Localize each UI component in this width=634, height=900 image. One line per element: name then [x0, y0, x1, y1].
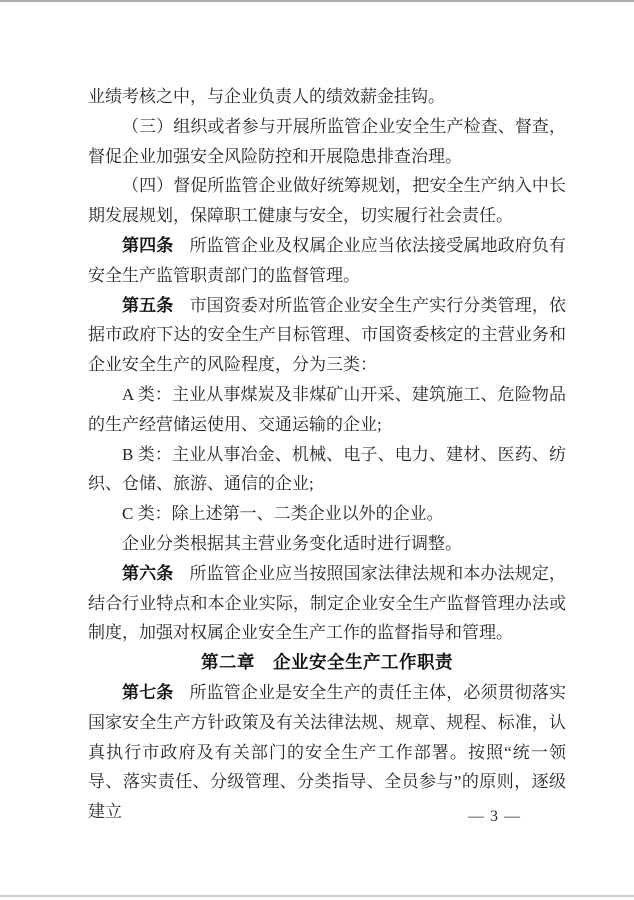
article-6-text: 所监管企业应当按照国家法律法规和本办法规定，结合行业特点和本企业实际，制定企业安全生产监督管理办法或制度，加强对权属企业安全生产工作的监督指导和管理。: [88, 563, 567, 643]
page-number: — 3 —: [468, 808, 521, 825]
scan-edge-bottom: [0, 895, 634, 897]
paragraph-article-7: [88, 678, 566, 827]
paragraph-class-adjust: 企业分类根据其主营业务变化适时进行调整。: [122, 533, 462, 553]
paragraph-item-3: （三）组织或者参与开展所监管企业安全生产检查、督查，督促企业加强安全风险防控和开展隐患排查治理。: [88, 116, 566, 166]
article-6-number: 第六条: [122, 563, 174, 583]
chapter-2-heading: 第二章 企业安全生产工作职责: [201, 652, 453, 673]
article-7-text: 所监管企业是安全生产的责任主体，必须贯彻落实国家安全生产方针政策及有关法律法规、规章、规程、标准，认真执行市政府及有关部门的安全生产工作部署。按照“统一领导、落实责任、分级管理、分类指导、全员参与”的原则，逐级建立: [88, 682, 567, 822]
article-5-text: 市国资委对所监管企业安全生产实行分类管理，依据市政府下达的安全生产目标管理、市国资委核定的主营业务和企业安全生产的风险程度，分为三类：: [88, 295, 567, 375]
paragraph-class-b: B 类：主业从事冶金、机械、电子、电力、建材、医药、纺织、仓储、旅游、通信的企业;: [88, 444, 566, 494]
article-7-number: 第七条: [122, 682, 174, 702]
paragraph-class-a: A 类：主业从事煤炭及非煤矿山开采、建筑施工、危险物品的生产经营储运使用、交通运输的企业;: [88, 384, 566, 434]
paragraph-continuation: 业绩考核之中，与企业负责人的绩效薪金挂钩。: [88, 87, 445, 106]
article-5-number: 第五条: [122, 295, 174, 315]
article-4-text: 所监管企业及权属企业应当依法接受属地政府负有安全生产监管职责部门的监督管理。: [88, 235, 567, 285]
scan-edge-top: [0, 0, 634, 2]
article-4-number: 第四条: [122, 235, 174, 255]
document-body: [88, 82, 566, 827]
paragraph-article-5: [88, 291, 566, 380]
paragraph-article-6: [88, 559, 566, 648]
paragraph-article-4: [88, 231, 566, 291]
paragraph-item-4: （四）督促所监管企业做好统筹规划，把安全生产纳入中长期发展规划，保障职工健康与安全，切实履行社会责任。: [88, 176, 566, 226]
paragraph-class-c: C 类：除上述第一、二类企业以外的企业。: [122, 504, 444, 524]
